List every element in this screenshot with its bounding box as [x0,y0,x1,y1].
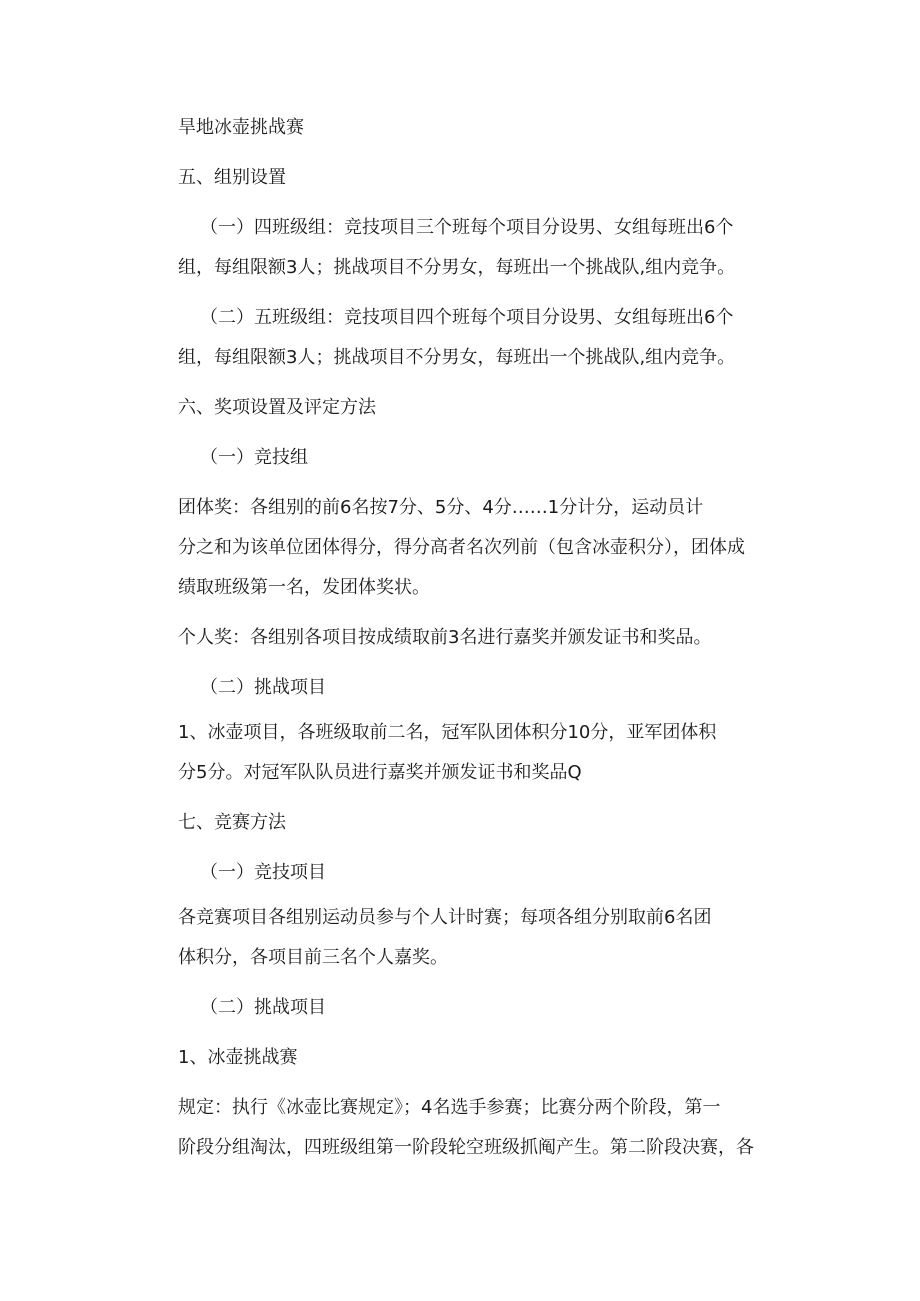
event-title: 旱地冰壶挑战赛 [178,117,304,138]
item-heading: 1、冰壶挑战赛 [178,1047,298,1068]
section-heading-5: 五、组别设置 [178,167,286,188]
paragraph-line: 阶段分组淘汰，四班级组第一阶段轮空班级抓阄产生。第二阶段决赛，各 [178,1137,754,1158]
paragraph-line: 绩取班级第一名，发团体奖状。 [178,577,430,598]
paragraph-line: 1、冰壶项目，各班级取前二名，冠军队团体积分10分，亚军团体积 [178,722,717,743]
subsection-heading: （一）竞技组 [200,447,308,468]
paragraph-line: 体积分，各项目前三名个人嘉奖。 [178,947,448,968]
paragraph-line: （二）五班级组：竞技项目四个班每个项目分设男、女组每班出6个 [200,307,734,328]
paragraph-line: （一）四班级组：竞技项目三个班每个项目分设男、女组每班出6个 [200,217,734,238]
paragraph-line: 分之和为该单位团体得分，得分高者名次列前（包含冰壶积分），团体成 [178,537,745,558]
paragraph-line: 分5分。对冠军队队员进行嘉奖并颁发证书和奖品Q [178,762,582,783]
paragraph-line: 规定：执行《冰壶比赛规定》；4名选手参赛；比赛分两个阶段，第一 [178,1097,721,1118]
paragraph-line: 各竞赛项目各组别运动员参与个人计时赛；每项各组分别取前6名团 [178,907,712,928]
subsection-heading: （一）竞技项目 [200,862,326,883]
section-heading-6: 六、奖项设置及评定方法 [178,397,376,418]
paragraph-line: 组，每组限额3人；挑战项目不分男女，每班出一个挑战队,组内竞争。 [178,257,736,278]
subsection-heading: （二）挑战项目 [200,997,326,1018]
paragraph-line: 团体奖：各组别的前6名按7分、5分、4分……1分计分，运动员计 [178,497,704,518]
subsection-heading: （二）挑战项目 [200,677,326,698]
section-heading-7: 七、竞赛方法 [178,812,286,833]
paragraph-line: 组，每组限额3人；挑战项目不分男女，每班出一个挑战队,组内竞争。 [178,347,736,368]
paragraph-line: 个人奖：各组别各项目按成绩取前3名进行嘉奖并颁发证书和奖品。 [178,627,712,648]
